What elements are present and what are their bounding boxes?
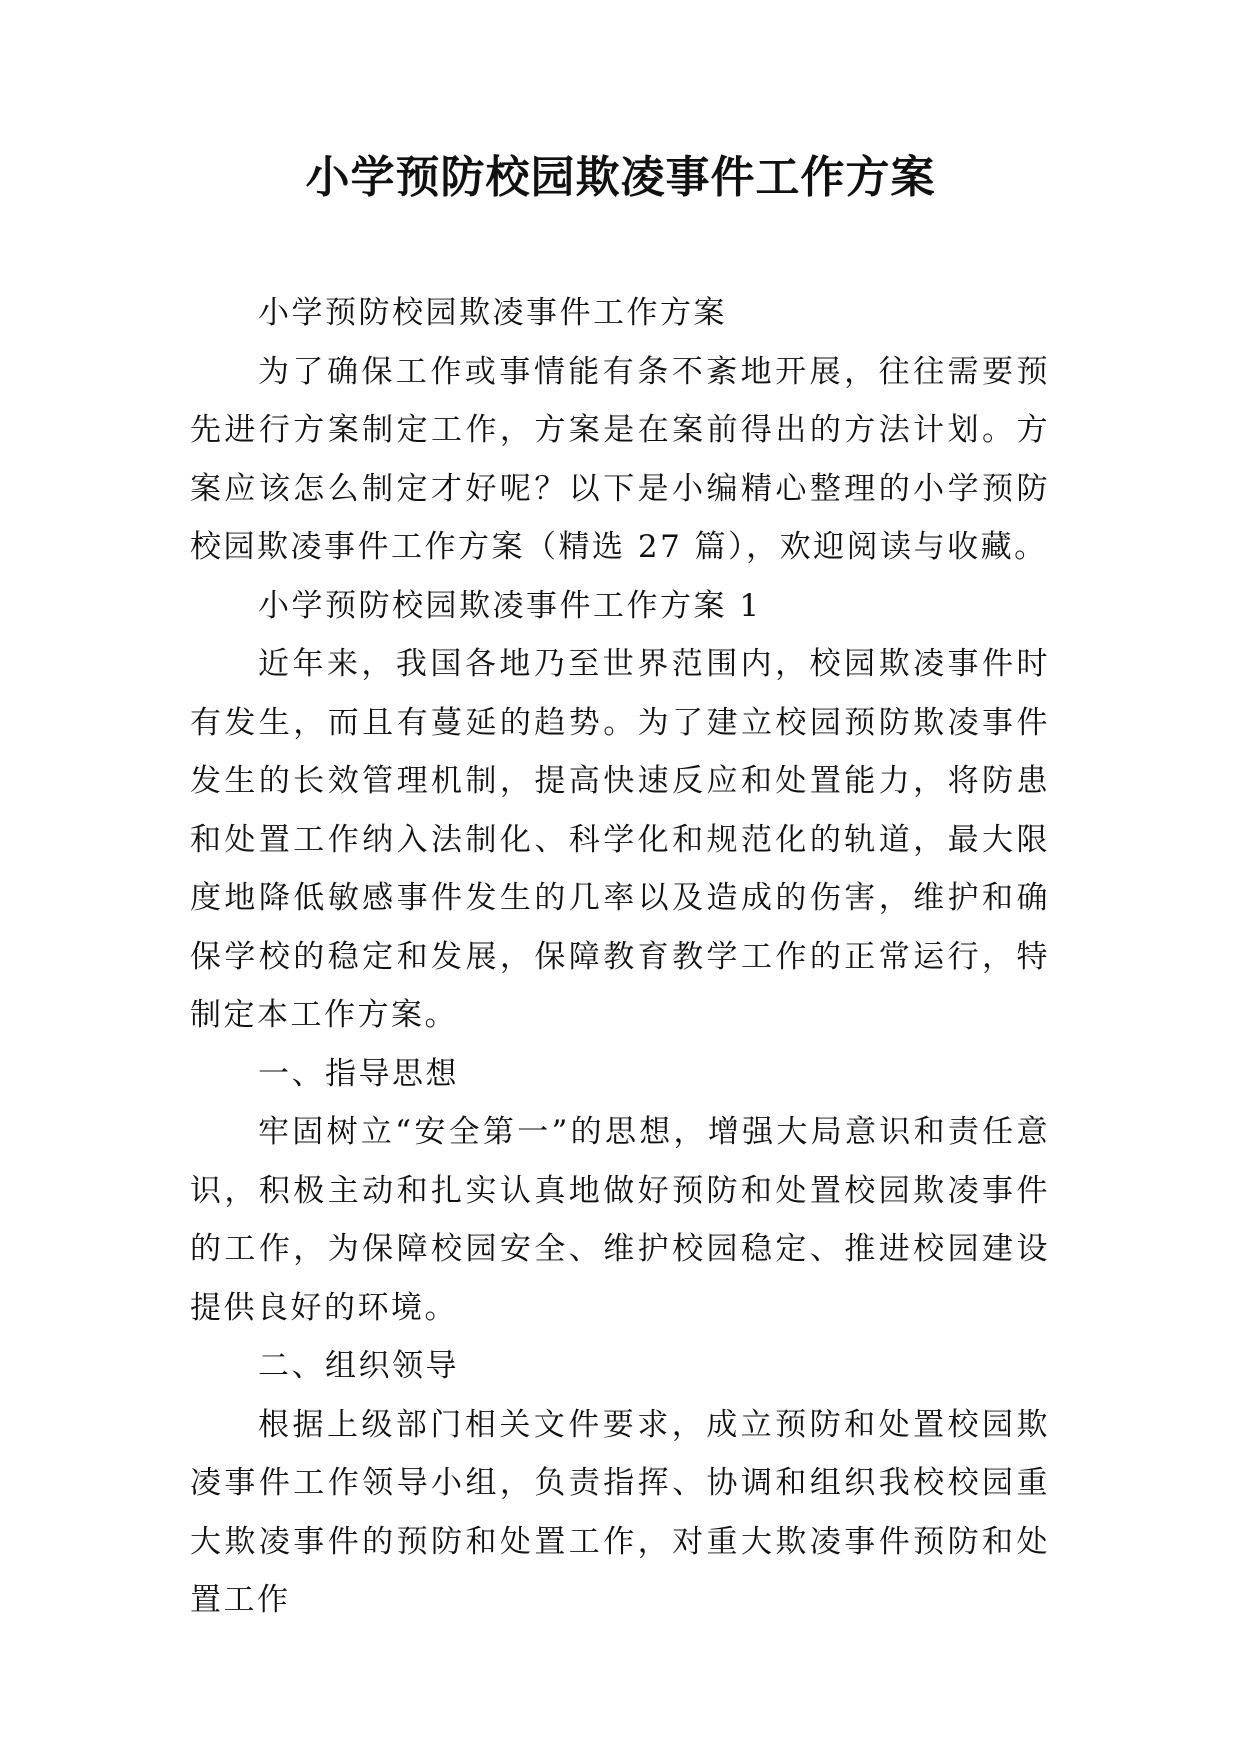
intro-heading: 小学预防校园欺凌事件工作方案 — [258, 295, 727, 331]
section-heading-organization: 二、组织领导 — [258, 1348, 459, 1384]
intro-paragraph: 为了确保工作或事情能有条不紊地开展，往往需要预先进行方案制定工作，方案是在案前得出的方法计划。方案应该怎么制定才好呢？以下是小编精心整理的小学预防校园欺凌事件工作方案（精选 27 篇），欢迎阅读与收藏。 — [190, 353, 1050, 565]
document-title: 小学预防校园欺凌事件工作方案 — [305, 152, 936, 203]
guiding-ideology-paragraph: 牢固树立“安全第一”的思想，增强大局意识和责任意识，积极主动和扎实认真地做好预防和处置校园欺凌事件的工作，为保障校园安全、维护校园稳定、推进校园建设提供良好的环境。 — [190, 1114, 1050, 1326]
organization-paragraph: 根据上级部门相关文件要求，成立预防和处置校园欺凌事件工作领导小组，负责指挥、协调和组织我校校园重大欺凌事件的预防和处置工作，对重大欺凌事件预防和处置工作 — [190, 1406, 1050, 1618]
section-heading-guiding-ideology: 一、指导思想 — [258, 1055, 459, 1092]
background-paragraph: 近年来，我国各地乃至世界范围内，校园欺凌事件时有发生，而且有蔓延的趋势。为了建立校园预防欺凌事件发生的长效管理机制，提高快速反应和处置能力，将防患和处置工作纳入法制化、科学化和规范化的轨道，最大限度地降低敏感事件发生的几率以及造成的伤害，维护和确保学校的稳定和发展，保障教育教学工作的正常运行，特制定本工作方案。 — [190, 646, 1050, 1033]
section-heading-plan-1: 小学预防校园欺凌事件工作方案 1 — [258, 587, 762, 624]
document-body — [190, 284, 1050, 1630]
